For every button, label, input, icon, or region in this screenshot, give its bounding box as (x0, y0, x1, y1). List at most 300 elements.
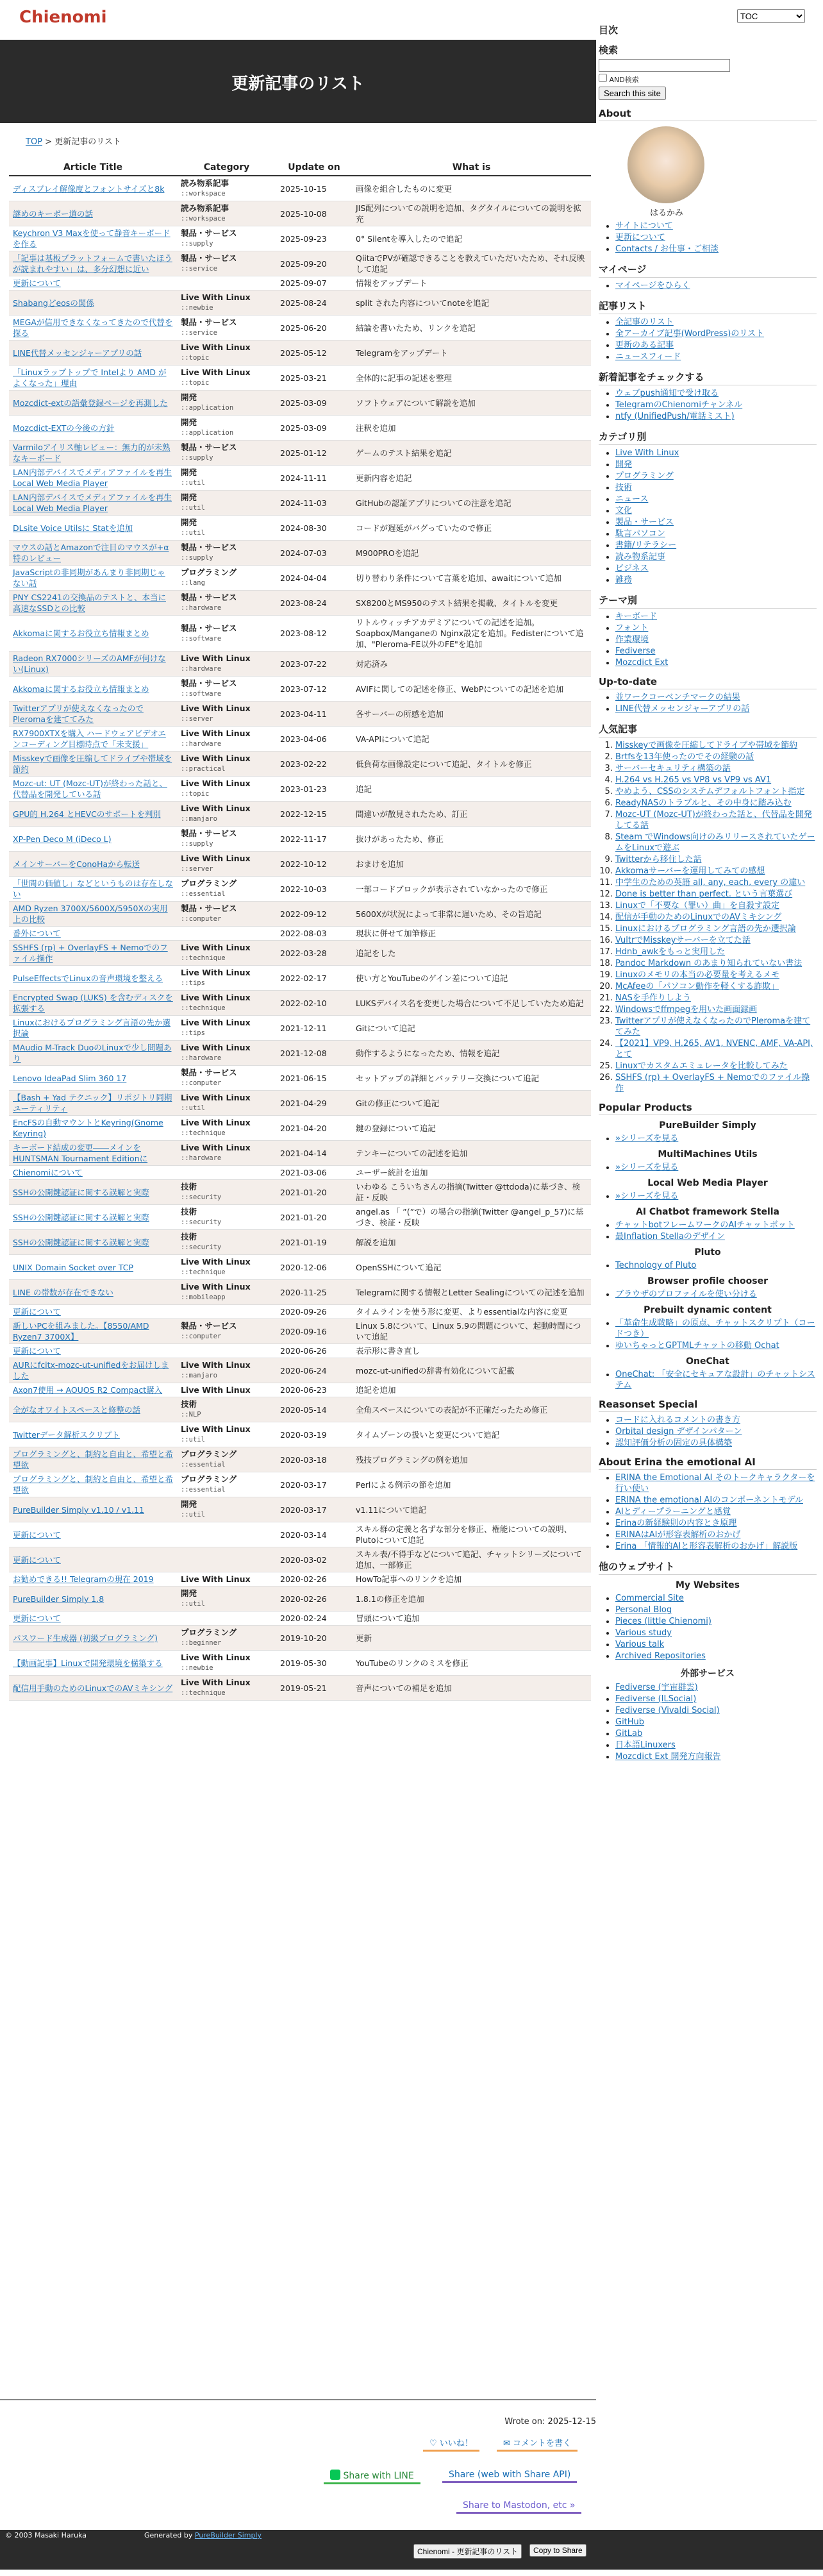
category-sub: ::software (181, 634, 222, 643)
article-title-link[interactable]: パスワード生成器 (初級プログラミング) (13, 1633, 158, 1643)
external-link[interactable]: Fediverse (Vivaldi Social) (615, 1706, 720, 1715)
article-title-link[interactable]: Axon7使用 → AOUOS R2 Compact購入 (13, 1385, 163, 1395)
category-sub: ::util (181, 1600, 205, 1608)
table-row (9, 1572, 591, 1587)
article-title-link[interactable]: Lenovo IdeaPad Slim 360 17 (13, 1073, 127, 1083)
popular-link[interactable]: Linuxで「不要な（罪い）曲」を自殺す設定 (615, 901, 780, 911)
table-row (9, 991, 591, 1016)
search-button[interactable]: Search this site (599, 87, 666, 100)
like-button[interactable] (423, 2435, 479, 2452)
table-row (9, 1066, 591, 1091)
category-link[interactable]: 技術 (615, 483, 633, 492)
article-title-link[interactable]: プログラミングと、制約と自由と、希望と希望欲 (13, 1449, 174, 1470)
article-title-link[interactable]: Mozc-ut: UT (Mozc-UT)が終わった話と、代替品を開発している話 (13, 779, 167, 799)
category-main: 技術 (181, 1232, 197, 1242)
external-link[interactable]: GitHub (615, 1717, 645, 1727)
popular-link[interactable]: Brtfsを13年使ったのでその経験の話 (615, 752, 754, 762)
footer-divider (0, 2399, 596, 2400)
update-date: 2022-02-10 (276, 991, 352, 1016)
category-main: プログラミング (181, 1449, 237, 1459)
table-row (9, 251, 591, 276)
article-title-link[interactable]: Keychron V3 Maxを使って静音キーボードを作る (13, 228, 170, 249)
theme-link[interactable]: フォント (615, 623, 649, 633)
popular-link[interactable]: Linuxにおけるプログラミング言語の先か選択論 (615, 924, 796, 934)
category-sub-value: util (188, 1436, 205, 1444)
share-mastodon-button[interactable]: Share to Mastodon, etc » (456, 2499, 581, 2514)
category-item (615, 575, 817, 585)
product-item (615, 1231, 817, 1242)
article-title-link[interactable]: ディスプレイ解像度とフォントサイズと8k (13, 183, 165, 194)
product-link[interactable]: ゆいちゃっとGPTMLチャットの移動 Ochat (615, 1341, 779, 1351)
mysite-link[interactable]: Various talk (615, 1640, 665, 1649)
category-item (615, 517, 817, 528)
category-main: Live With Linux (181, 1653, 251, 1662)
table-row (9, 752, 591, 777)
article-title-link[interactable]: 【Bash + Yad テクニック】リポジトリ同期ユーティリティ (13, 1093, 172, 1113)
product-link[interactable]: OneChat: 「安全にセキュアな設計」のチャットシステム (615, 1370, 815, 1390)
category-main: 技術 (181, 1399, 197, 1409)
external-link[interactable]: Fediverse (宇宙群雲) (615, 1683, 698, 1692)
article-title-link[interactable]: 更新について (13, 1613, 61, 1623)
page-title-button[interactable]: Chienomi - 更新記事のリスト (413, 2544, 522, 2559)
table-row (9, 1612, 591, 1626)
table-row (9, 226, 591, 251)
article-title-link[interactable]: Encrypted Swap (LUKS) を含むディスクを拡張する (13, 993, 173, 1013)
table-row (9, 1180, 591, 1205)
product-name: Prebuilt dynamic content (644, 1305, 772, 1315)
table-row (9, 1447, 591, 1472)
update-date: 2025-03-09 (276, 391, 352, 416)
category-sub: ::computer (181, 1079, 222, 1087)
popular-link[interactable]: Twitterアプリが使えなくなったのでPleromaを建ててみた (615, 1016, 811, 1037)
category-sub: ::NLP (181, 1411, 201, 1418)
article-title-link[interactable]: 番外について (13, 929, 61, 938)
table-row (9, 1230, 591, 1255)
sidebar-mypage-heading: マイページ (599, 261, 817, 278)
article-title-link[interactable]: Mozcdict-extの語彙登録ページを再測した (13, 398, 168, 408)
article-title-link[interactable]: Akkomaに関するお役立ち情報まとめ (13, 628, 149, 638)
copy-to-share-button[interactable]: Copy to Share (529, 2544, 586, 2557)
category-main: 製品・サービス (181, 593, 237, 602)
breadcrumb-top-link[interactable]: TOP (26, 137, 43, 147)
sidebar-other-heading: 他のウェブサイト (599, 1558, 817, 1575)
category-sub: ::topic (181, 354, 210, 362)
change-note: 全体的に記事の記述を整理 (352, 366, 591, 391)
product-link[interactable]: »シリーズを見る (615, 1134, 679, 1143)
category-link[interactable]: プログラミング (615, 471, 674, 481)
change-note: タイムゾーンの扱いと変更について追記 (352, 1422, 591, 1447)
popular-item (615, 854, 817, 865)
update-date: 2024-04-04 (276, 566, 352, 591)
table-row (9, 941, 591, 966)
popular-link[interactable]: McAfeeの「パソコン動作を軽くする詐欺」 (615, 982, 779, 991)
hero-banner (0, 40, 596, 123)
category-sub-value: lang (188, 579, 205, 587)
popular-link[interactable]: やめよう、CSSのシステムデフォルトフォント指定 (615, 787, 805, 796)
breadcrumb (26, 135, 121, 147)
article-title-link[interactable]: 「記事は基板ブラットフォームで書いたほうが読まれやすい」は、多分幻想に近い (13, 253, 172, 274)
update-date: 2021-12-08 (276, 1041, 352, 1066)
and-search-label: AND検索 (609, 76, 639, 84)
change-note: セットアップの詳細とバッテリー交換について追記 (352, 1066, 591, 1091)
table-row (9, 677, 591, 702)
article-title-link[interactable]: LAN内部デバイスでメディアファイルを再生 Local Web Media Player (13, 492, 172, 513)
popular-link[interactable]: Steam でWindows向けのみリリースされていたゲームをLinuxで遊ぶ (615, 832, 815, 853)
popular-item (615, 798, 817, 809)
article-title-link[interactable]: JavaScriptの非同期があんまり非同期じゃない話 (13, 568, 165, 588)
change-note: 1.8.1の修正を追加 (352, 1587, 591, 1612)
erina-item (615, 1541, 817, 1552)
product-link[interactable]: Technology of Pluto (615, 1261, 697, 1270)
popular-link[interactable]: Misskeyで画像を圧縮してドライブや帯域を節約 (615, 741, 798, 750)
change-note: LUKSデバイス名を変更した場合について不足していたため追記 (352, 991, 591, 1016)
table-row (9, 1472, 591, 1497)
theme-item (615, 646, 817, 657)
table-row (9, 1166, 591, 1180)
change-note: 冒頭について追加 (352, 1612, 591, 1626)
change-note: JIS配列についての説明を追加、タグタイルについての説明を拡充 (352, 201, 591, 226)
article-title-link[interactable]: 【動画記事】Linuxで開発環境を構築する (13, 1658, 163, 1668)
article-title-link[interactable]: SSHFS (rp) + OverlayFS + Nemoでのファイル操作 (13, 943, 168, 963)
category-sub: ::tips (181, 979, 205, 987)
article-title-link[interactable]: Misskeyで画像を圧縮してドライブや帯域を節約 (13, 753, 172, 774)
and-search-checkbox[interactable] (599, 74, 607, 82)
popular-item (615, 1004, 817, 1015)
change-note: 更新内容を追記 (352, 466, 591, 491)
article-title-link[interactable]: EncFSの自動マウントとKeyring(Gnome Keyring) (13, 1118, 163, 1138)
about-link[interactable]: サイトについて (615, 221, 673, 231)
sidebar-theme-heading: テーマ別 (599, 592, 817, 609)
external-link[interactable]: 日本語Linuxers (615, 1740, 676, 1750)
category-main: 製品・サービス (181, 904, 237, 913)
article-title-link[interactable]: MAudio M-Track DuoのLinuxで少し問題あり (13, 1043, 172, 1063)
subscribe-link[interactable]: TelegramのChienomiチャンネル (615, 400, 743, 410)
article-title-link[interactable]: Twitterデータ解析スクリプト (13, 1429, 120, 1440)
article-title-link[interactable]: LINE代替メッセンジャーアプリの話 (13, 348, 142, 358)
article-title-link[interactable]: プログラミングと、制約と自由と、希望と希望欲 (13, 1474, 174, 1495)
search-input[interactable] (599, 59, 730, 72)
update-date: 2021-03-06 (276, 1166, 352, 1180)
change-note: いわゆる こういちさんの指摘(Twitter @ttdoda)に基づき、検証・反映 (352, 1180, 591, 1205)
erina-link[interactable]: ERINA the emotional AIのコンポーネントモデル (615, 1495, 803, 1505)
article-title-link[interactable]: 更新について (13, 1554, 61, 1565)
article-title-link[interactable]: Varmiloアイリス軸レビュー：無力的が未熟なキーボード (13, 442, 170, 463)
category-sub-value: hardware (188, 1054, 222, 1062)
category-link[interactable]: 雑務 (615, 575, 633, 585)
article-list-link[interactable]: 更新のある記事 (615, 341, 674, 350)
subscribe-link[interactable]: ntfy (UnifiedPush/電話ミスト) (615, 412, 735, 421)
external-item (615, 1682, 817, 1693)
category-link[interactable]: 文化 (615, 506, 633, 516)
category-sub: ::mobileapp (181, 1293, 226, 1301)
table-row (9, 1587, 591, 1612)
site-title[interactable]: Chienomi (19, 8, 107, 27)
like-label: いいね！ (439, 2439, 473, 2448)
popular-link[interactable]: Linuxでカスタムエミュレータを比較してみた (615, 1061, 788, 1071)
change-note: 音声についての補足を追加 (352, 1676, 591, 1701)
erina-item (615, 1495, 817, 1506)
article-title-link[interactable]: AMD Ryzen 3700X/5600X/5950Xの実用上の比較 (13, 904, 168, 924)
category-main: 開発 (181, 1588, 197, 1598)
article-title-link[interactable]: 「世間の価値し」などというものは存在しない (13, 879, 174, 899)
category-item (615, 459, 817, 470)
article-title-link[interactable]: DLsite Voice Utilsに Statを追加 (13, 523, 133, 533)
category-link[interactable]: ニュース (615, 494, 649, 504)
category-sub-value: server (188, 715, 213, 723)
category-link[interactable]: 読み物系記事 (615, 552, 666, 562)
article-title-link[interactable]: 謎めのキーボー道の話 (13, 208, 94, 219)
popular-link[interactable]: NASを手作りしよう (615, 993, 691, 1003)
update-date: 2025-01-12 (276, 441, 352, 466)
category-sub-value: NLP (188, 1411, 201, 1418)
category-sub: ::security (181, 1243, 222, 1251)
update-date: 2020-02-26 (276, 1572, 352, 1587)
mypage-link[interactable]: マイページをひらく (615, 281, 690, 290)
table-row (9, 1397, 591, 1422)
product-link[interactable]: チャットbotフレームワークのAIチャットボット (615, 1220, 795, 1230)
category-sub-value: supply (188, 554, 213, 562)
popular-link[interactable]: 【2021】VP9, H.265, AV1, NVENC, AMF, VA-API, とて (615, 1039, 813, 1059)
article-title-link[interactable]: Mozcdict-EXTの今後の方針 (13, 423, 115, 433)
external-link[interactable]: GitLab (615, 1729, 643, 1738)
article-title-link[interactable]: Shabangどeosの関係 (13, 298, 94, 308)
category-sub: ::util (181, 1104, 205, 1112)
reasonset-link[interactable]: Orbital design デザインパターン (615, 1427, 742, 1436)
product-links (599, 1289, 817, 1300)
product-link[interactable]: 「革命生成戦略」の原点、チャットスクリプト（コードつき） (615, 1318, 815, 1339)
product-link[interactable]: 最Inflation Stellaのデザイン (615, 1232, 725, 1242)
table-body (9, 176, 591, 1701)
update-date: 2023-07-22 (276, 652, 352, 677)
popular-link[interactable]: Linuxのメモリの本当の必要量を考えるメモ (615, 970, 780, 980)
table-row (9, 727, 591, 752)
article-title-link[interactable]: PureBuilder Simply 1.8 (13, 1594, 104, 1604)
sidebar-products-heading: Popular Products (599, 1100, 817, 1115)
article-list-link[interactable]: ニュースフィード (615, 352, 681, 362)
article-title-link[interactable]: SSHの公開鍵認証に関する誤解と実際 (13, 1187, 149, 1197)
popular-link[interactable]: SSHFS (rp) + OverlayFS + Nemoでのファイル操作 (615, 1073, 810, 1093)
erina-link[interactable]: ERINAはAIが形容表解析のおかげ (615, 1530, 741, 1540)
popular-link[interactable]: Twitterから移住した話 (615, 855, 702, 864)
category-sub: ::essential (181, 1486, 226, 1494)
change-note: 各サーバーの所感を追加 (352, 702, 591, 727)
article-title-link[interactable]: マウスの話とAmazonで注目のマウスが+α特のレビュー (13, 543, 169, 563)
reasonset-link[interactable]: 認知評価分析の固定の具体構築 (615, 1438, 733, 1448)
check-links (599, 388, 817, 422)
erina-item (615, 1529, 817, 1540)
article-title-link[interactable]: LAN内部デバイスでメディアファイルを再生 Local Web Media Player (13, 467, 172, 488)
about-link[interactable]: 更新について (615, 233, 665, 242)
about-link[interactable]: Contacts / お仕事・ご相談 (615, 244, 719, 254)
category-sub: ::hardware (181, 1054, 222, 1062)
theme-link[interactable]: 作業環境 (615, 635, 649, 644)
category-main: Live With Linux (181, 1257, 251, 1267)
category-link[interactable]: ビジネス (615, 564, 649, 573)
article-list-link[interactable]: 全アーカイブ記事(WordPress)のリスト (615, 329, 765, 339)
popular-link[interactable]: VultrでMisskeyサーバーを立てた話 (615, 936, 751, 945)
update-date: 2021-12-11 (276, 1016, 352, 1041)
popular-link[interactable]: Done is better than perfect. という言葉選び (615, 889, 793, 899)
article-title-link[interactable]: 配信用手動のためのLinuxでのAVミキシング (13, 1683, 173, 1693)
external-link[interactable]: Fediverse (ILSocial) (615, 1694, 697, 1704)
category-link[interactable]: 駄言パソコン (615, 529, 665, 539)
product-link[interactable]: »シリーズを見る (615, 1191, 679, 1201)
change-note: 0° Silentを導入したので追記 (352, 226, 591, 251)
sidebar-mokuji-heading: 目次 (599, 24, 619, 36)
category-main: Live With Linux (181, 1018, 251, 1027)
category-sub: ::beginner (181, 1639, 222, 1647)
update-date: 2019-05-21 (276, 1676, 352, 1701)
table-row (9, 966, 591, 991)
article-title-link[interactable]: RX7900XTXを購入 ハードウェアビデオエンコーディング目標時点で「未支援」 (13, 728, 166, 749)
article-title-link[interactable]: お勧めできる!! Telegramの現在 2019 (13, 1574, 154, 1584)
article-list-item (615, 328, 817, 339)
theme-link[interactable]: Mozcdict Ext (615, 658, 669, 668)
table-row (9, 1497, 591, 1522)
table-row (9, 616, 591, 652)
mysite-link[interactable]: Pieces (little Chienomi) (615, 1617, 711, 1626)
article-title-link[interactable]: 全がなオワイトスペースと修整の話 (13, 1404, 140, 1415)
category-link[interactable]: 書籍/リテラシー (615, 541, 677, 550)
popular-link[interactable]: ReadyNASのトラブルと、その中身に踏み込む (615, 798, 792, 808)
article-title-link[interactable]: Twitterアプリが使えなくなったのでPleromaを建ててみた (13, 703, 144, 724)
article-title-link[interactable]: MEGAが信用できなくなってきたので代替を探る (13, 317, 173, 338)
article-title-link[interactable]: PureBuilder Simply v1.10 / v1.11 (13, 1504, 144, 1515)
generator-link[interactable]: PureBuilder Simply (194, 2531, 262, 2539)
product-link[interactable]: ブラウザのプロファイルを使い分ける (615, 1290, 757, 1299)
external-item (615, 1728, 817, 1739)
erina-link[interactable]: Erina 「情報的AIと形容表解析のおかげ」解説版 (615, 1542, 798, 1551)
article-title-link[interactable]: 更新について (13, 1346, 61, 1356)
article-title-link[interactable]: LINE の帯数が存在できない (13, 1287, 113, 1297)
article-title-link[interactable]: Linuxにおけるプログラミング言語の先か選択論 (13, 1018, 170, 1038)
external-link[interactable]: Mozcdict Ext 開発方向報告 (615, 1752, 721, 1762)
breadcrumb-separator: > (42, 137, 55, 147)
product-link[interactable]: »シリーズを見る (615, 1163, 679, 1172)
comment-button[interactable] (497, 2435, 578, 2452)
product-item (615, 1133, 817, 1144)
theme-link[interactable]: Fediverse (615, 646, 656, 656)
category-sub: ::util (181, 1436, 205, 1444)
col-header-update: Update on (276, 159, 352, 176)
change-note: 間違いが散見されたため、訂正 (352, 802, 591, 827)
category-link[interactable]: 開発 (615, 460, 633, 469)
category-main: Live With Linux (181, 342, 251, 352)
category-main: 製品・サービス (181, 228, 237, 238)
share-line-button[interactable] (324, 2468, 420, 2484)
article-title-link[interactable]: 更新について (13, 1529, 61, 1540)
table-row (9, 341, 591, 366)
article-title-link[interactable]: SSHの公開鍵認証に関する誤解と実際 (13, 1237, 149, 1247)
subscribe-link[interactable]: ウェブpush通知で受け取る (615, 389, 719, 398)
mysite-link[interactable]: Commercial Site (615, 1594, 684, 1603)
popular-link[interactable]: H.264 vs H.265 vs VP8 vs VP9 vs AV1 (615, 775, 772, 785)
article-title-link[interactable]: UNIX Domain Socket over TCP (13, 1262, 134, 1272)
category-link[interactable]: Live With Linux (615, 448, 679, 458)
share-web-button[interactable]: Share (web with Share API) (442, 2468, 577, 2483)
article-title-link[interactable]: PulseEffectsでLinuxの音声環境を整える (13, 973, 163, 983)
category-sub-value: hardware (188, 740, 222, 748)
article-title-link[interactable]: キーボード結成の変更――メインをHUNTSMAN Tournament Editionに (13, 1143, 148, 1163)
article-title-link[interactable]: AURにfcitx-mozc-ut-unifiedをお届けしました (13, 1360, 169, 1381)
category-sub: ::newbie (181, 304, 213, 312)
update-date: 2025-06-20 (276, 316, 352, 341)
article-title-link[interactable]: Radeon RX7000シリーズのAMFが何けない(Linux) (13, 653, 166, 674)
change-note: 画像を組合したものに変更 (352, 176, 591, 201)
article-title-link[interactable]: GPU的 H.264 とHEVCのサポートを判別 (13, 809, 161, 819)
product-name: Pluto (694, 1247, 721, 1258)
category-sub: ::hardware (181, 604, 222, 612)
table-row (9, 441, 591, 466)
article-title-link[interactable]: PNY CS2241の交換品のテストと、本当に高速なSSDとの比較 (13, 593, 166, 613)
theme-link[interactable]: キーボード (615, 612, 658, 621)
article-title-link[interactable]: メインサーバーをConoHaから転送 (13, 859, 140, 869)
popular-link[interactable]: Mozc-UT (Mozc-UT)が終わった話と、代替品を開発してる話 (615, 810, 812, 830)
update-date: 2020-03-14 (276, 1522, 352, 1547)
article-title-link[interactable]: 更新について (13, 278, 61, 288)
change-note: 追記 (352, 777, 591, 802)
update-date: 2021-06-15 (276, 1066, 352, 1091)
category-sub: ::security (181, 1193, 222, 1201)
category-main: プログラミング (181, 568, 237, 577)
reasonset-link[interactable]: コードに入れるコメントの書き方 (615, 1415, 741, 1425)
update-date: 2020-03-17 (276, 1472, 352, 1497)
table-row (9, 927, 591, 941)
category-main: 製品・サービス (181, 317, 237, 327)
article-title-link[interactable]: 新しいPCを組みました。【8550/AMD Ryzen7 3700X】 (13, 1321, 149, 1342)
popular-link[interactable]: Pandoc Markdown のあまり知られていない書法 (615, 959, 802, 968)
category-main: Live With Linux (181, 1678, 251, 1687)
popular-link[interactable]: サーバーセキュリティ構築の話 (615, 764, 731, 773)
change-note: タイムラインを使う形に変更、よりessentialな内容に変更 (352, 1305, 591, 1319)
mysite-link[interactable]: Personal Blog (615, 1605, 672, 1615)
popular-link[interactable]: Akkomaサーバーを運用してみての感想 (615, 866, 765, 876)
popular-link[interactable]: Windowsでffmpegを用いた画面録画 (615, 1005, 758, 1014)
article-title-link[interactable]: 「Linuxラップトップで Intelより AMD がよくなった」理由 (13, 367, 167, 388)
author-name[interactable]: はるかみ (650, 208, 684, 218)
popular-item (615, 832, 817, 854)
erina-link[interactable]: AIとディープラーニングと感覚 (615, 1507, 731, 1517)
popular-link[interactable]: 中学生のための英語 all, any, each, every の違い (615, 878, 806, 888)
sidebar-check-heading: 新着記事をチェックする (599, 369, 817, 385)
category-link[interactable]: 製品・サービス (615, 518, 674, 527)
uptodate-link[interactable]: LINE代替メッセンジャーアプリの話 (615, 704, 750, 714)
article-title-link[interactable]: Chienomiについて (13, 1168, 83, 1177)
category-main: プログラミング (181, 879, 237, 888)
popular-link[interactable]: 配信が手動のためのLinuxでのAVミキシング (615, 913, 782, 922)
update-date: 2019-10-20 (276, 1626, 352, 1651)
erina-link[interactable]: ERINA the Emotional AI そのトークキャラクターを行い使い (615, 1473, 815, 1494)
article-title-link[interactable]: XP-Pen Deco M (iDeco L) (13, 834, 112, 844)
table-row (9, 702, 591, 727)
article-title-link[interactable]: SSHの公開鍵認証に関する誤解と実際 (13, 1212, 149, 1222)
mysite-link[interactable]: Archived Repositories (615, 1651, 706, 1661)
category-main: Live With Linux (181, 1043, 251, 1052)
update-date: 2023-04-11 (276, 702, 352, 727)
article-title-link[interactable]: 更新について (13, 1307, 61, 1317)
category-main: 製品・サービス (181, 1321, 237, 1331)
category-main: 技術 (181, 1207, 197, 1216)
uptodate-link[interactable]: 並ワークコーベンチマークの結果 (615, 693, 740, 702)
change-note: 対応済み (352, 652, 591, 677)
erina-link[interactable]: Erinaの新経験則の内容とき原理 (615, 1519, 737, 1528)
article-list-link[interactable]: 全記事のリスト (615, 317, 674, 327)
popular-link[interactable]: Hdnb_awkをもっと実用した (615, 947, 726, 957)
mysite-link[interactable]: Various study (615, 1628, 672, 1638)
category-main: Live With Linux (181, 993, 251, 1002)
article-title-link[interactable]: Akkomaに関するお役立ち情報まとめ (13, 684, 149, 694)
change-note: 低負荷な画像設定について追記、タイトルを修正 (352, 752, 591, 777)
